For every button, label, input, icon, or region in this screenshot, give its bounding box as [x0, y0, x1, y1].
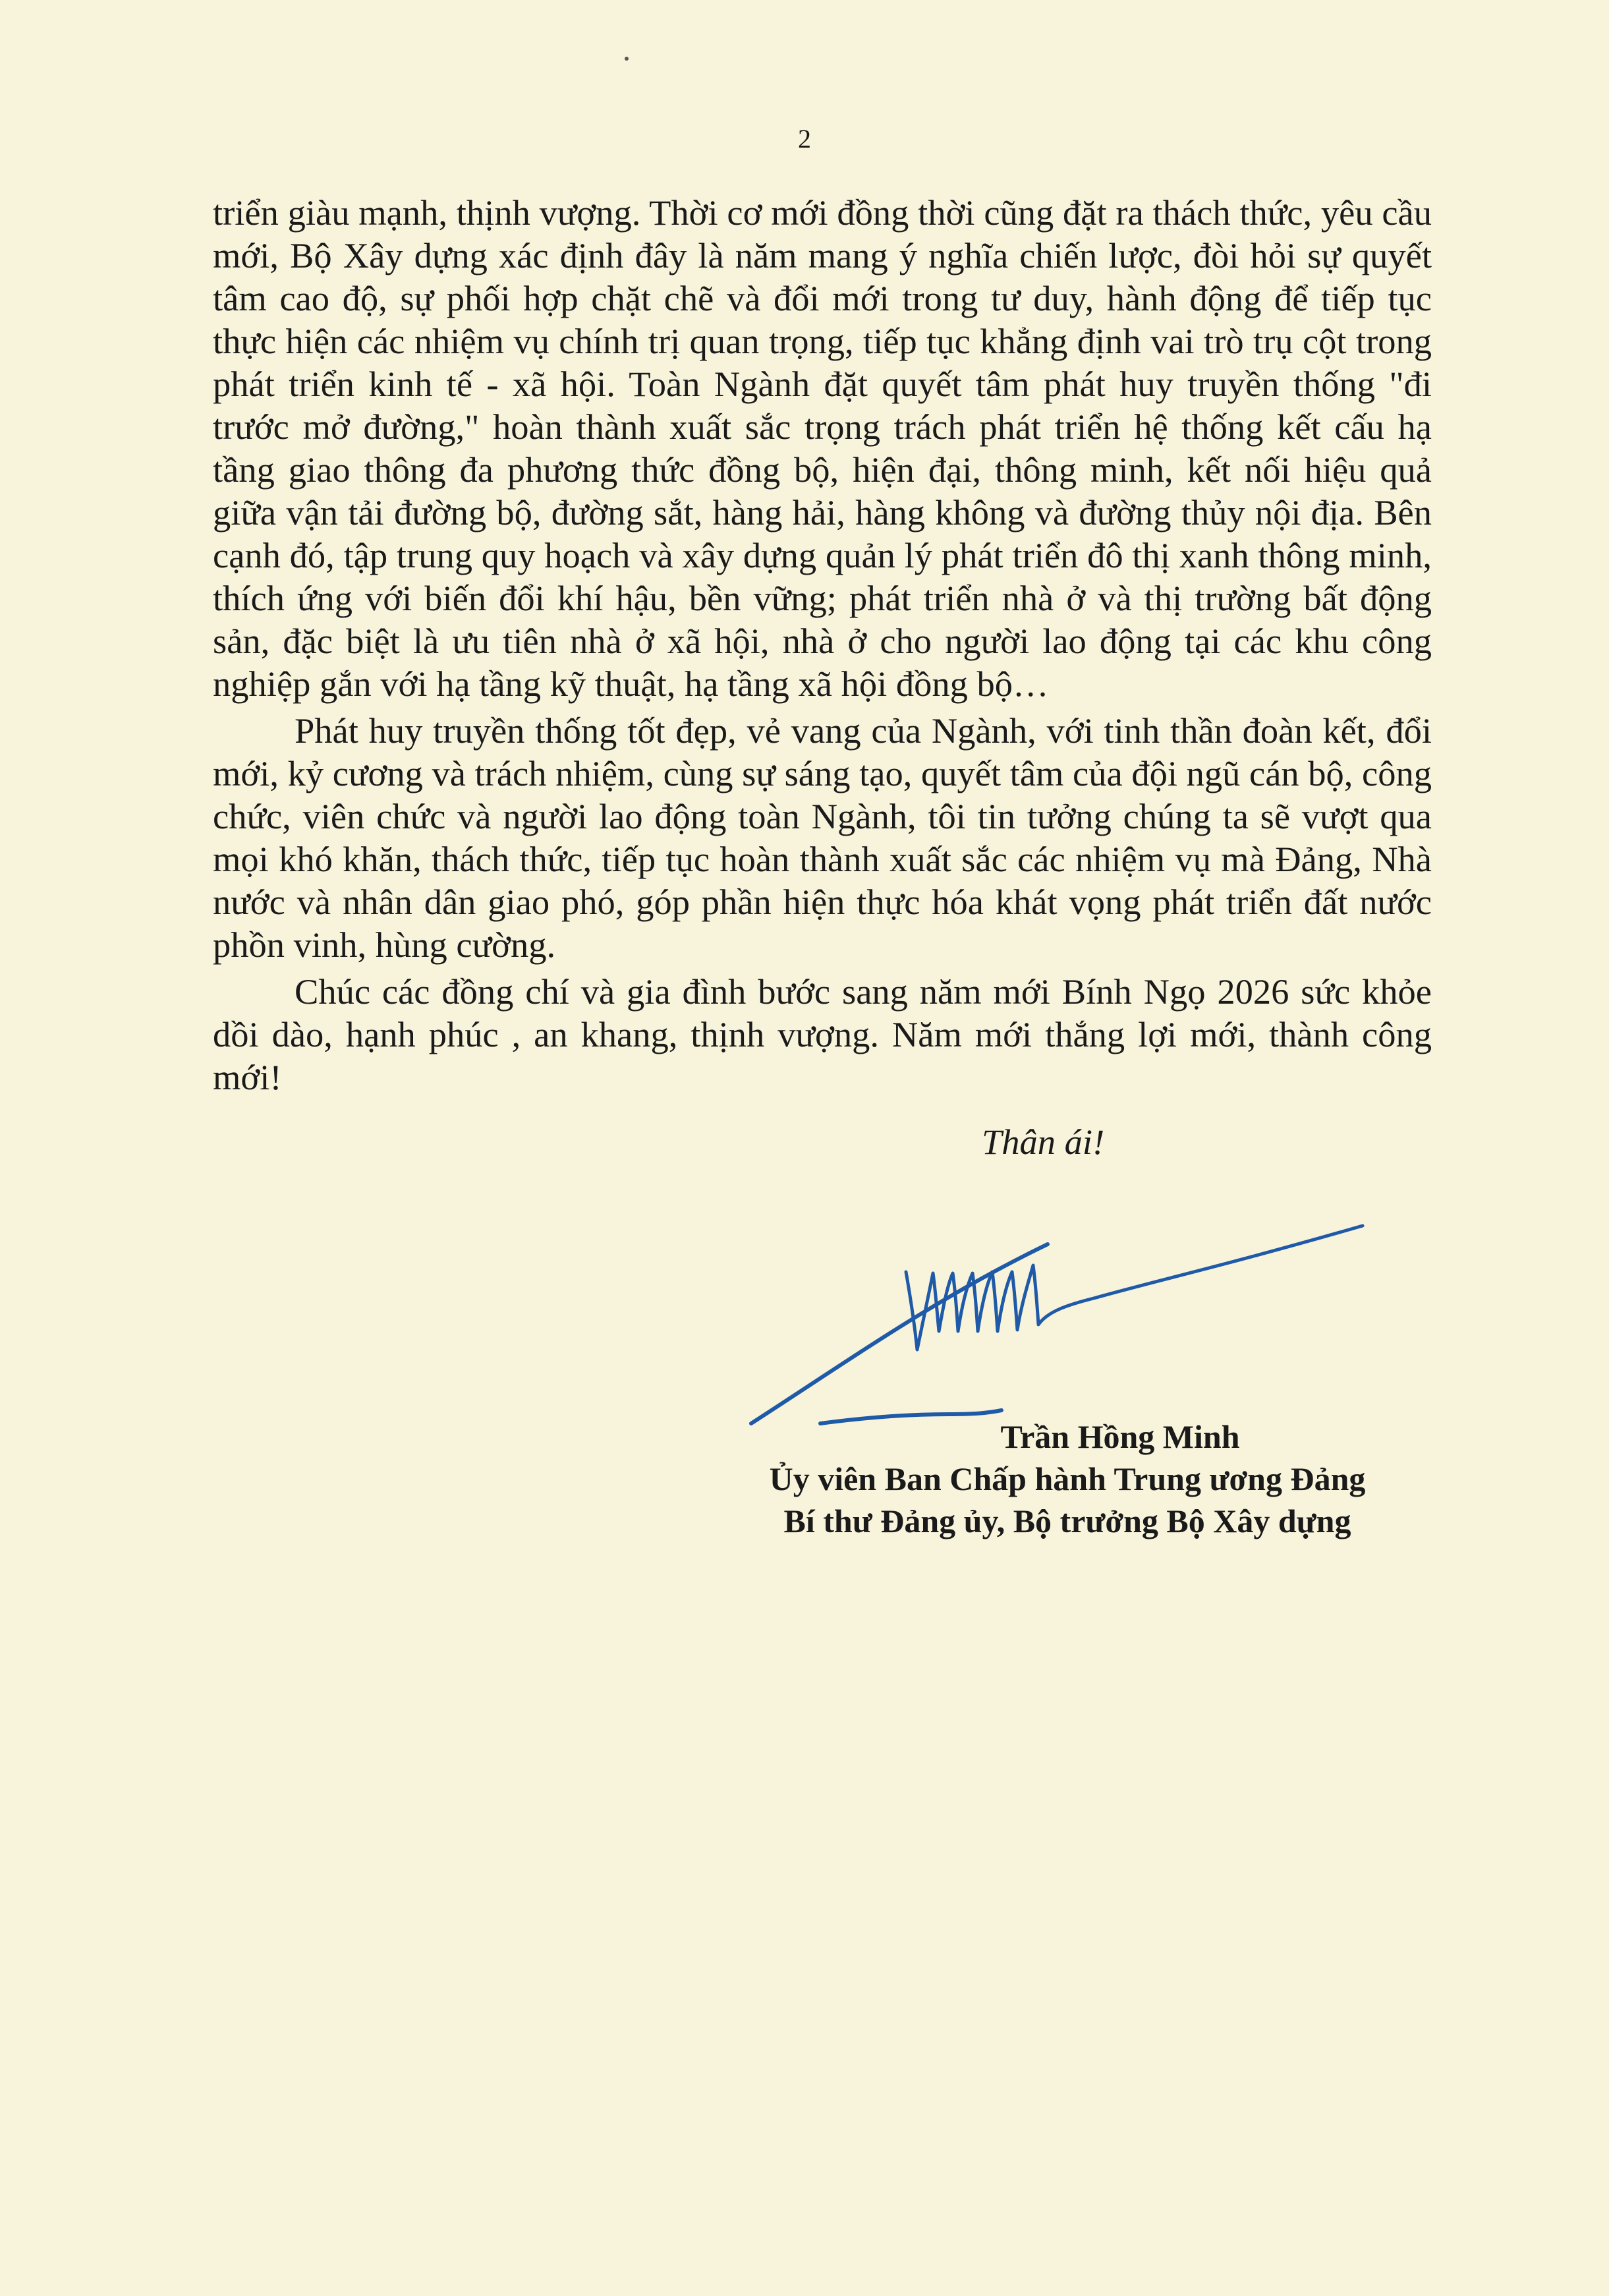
signer-title-2: Bí thư Đảng ủy, Bộ trưởng Bộ Xây dựng — [783, 1503, 1351, 1539]
page-number: 2 — [798, 124, 811, 154]
signer-name: Trần Hồng Minh — [1000, 1418, 1240, 1455]
letter-body — [213, 191, 1432, 1099]
closing-greeting: Thân ái! — [982, 1122, 1105, 1162]
handwritten-signature — [738, 1199, 1384, 1450]
signer-block — [659, 1416, 1476, 1542]
paragraph-wishes: Chúc các đồng chí và gia đình bước sang năm mới Bính Ngọ 2026 sức khỏe dồi dào, hạnh phúc , an khang, thịnh vượng. Năm mới thắng lợi mới, thành công mới! — [213, 971, 1432, 1097]
paragraph-continued: triển giàu mạnh, thịnh vượng. Thời cơ mới đồng thời cũng đặt ra thách thức, yêu cầu mới, Bộ Xây dựng xác định đây là năm mang ý nghĩa chiến lược, đòi hỏi sự quyết tâm cao độ, sự phối hợp chặt chẽ và đổi mới trong tư duy, hành động để tiếp tục thực hiện các nhiệm vụ chính trị quan trọng, tiếp tục khẳng định vai trò trụ cột trong phát triển kinh tế - xã hội. Toàn Ngành đặt quyết tâm phát huy truyền thống "đi trước mở đường," hoàn thành xuất sắc trọng trách phát triển hệ thống kết cấu hạ tầng giao thông đa phương thức đồng bộ, hiện đại, thông minh, kết nối hiệu quả giữa vận tải đường bộ, đường sắt, hàng hải, hàng không và đường thủy nội địa. Bên cạnh đó, tập trung quy hoạch và xây dựng quản lý phát triển đô thị xanh thông minh, thích ứng với biến đổi khí hậu, bền vững; phát triển nhà ở và thị trường bất động sản, đặc biệt là ưu tiên nhà ở xã hội, nhà ở cho người lao động tại các khu công nghiệp gắn với hạ tầng kỹ thuật, hạ tầng xã hội đồng bộ… — [213, 192, 1432, 704]
signer-title-1: Ủy viên Ban Chấp hành Trung ương Đảng — [769, 1460, 1366, 1497]
paragraph-tradition: Phát huy truyền thống tốt đẹp, vẻ vang của Ngành, với tinh thần đoàn kết, đổi mới, kỷ cương và trách nhiệm, cùng sự sáng tạo, quyết tâm của đội ngũ cán bộ, công chức, viên chức và người lao động toàn Ngành, tôi tin tưởng chúng ta sẽ vượt qua mọi khó khăn, thách thức, tiếp tục hoàn thành xuất sắc các nhiệm vụ mà Đảng, Nhà nước và nhân dân giao phó, góp phần hiện thực hóa khát vọng phát triển đất nước phồn vinh, hùng cường. — [213, 710, 1432, 965]
scan-speck — [625, 57, 629, 61]
